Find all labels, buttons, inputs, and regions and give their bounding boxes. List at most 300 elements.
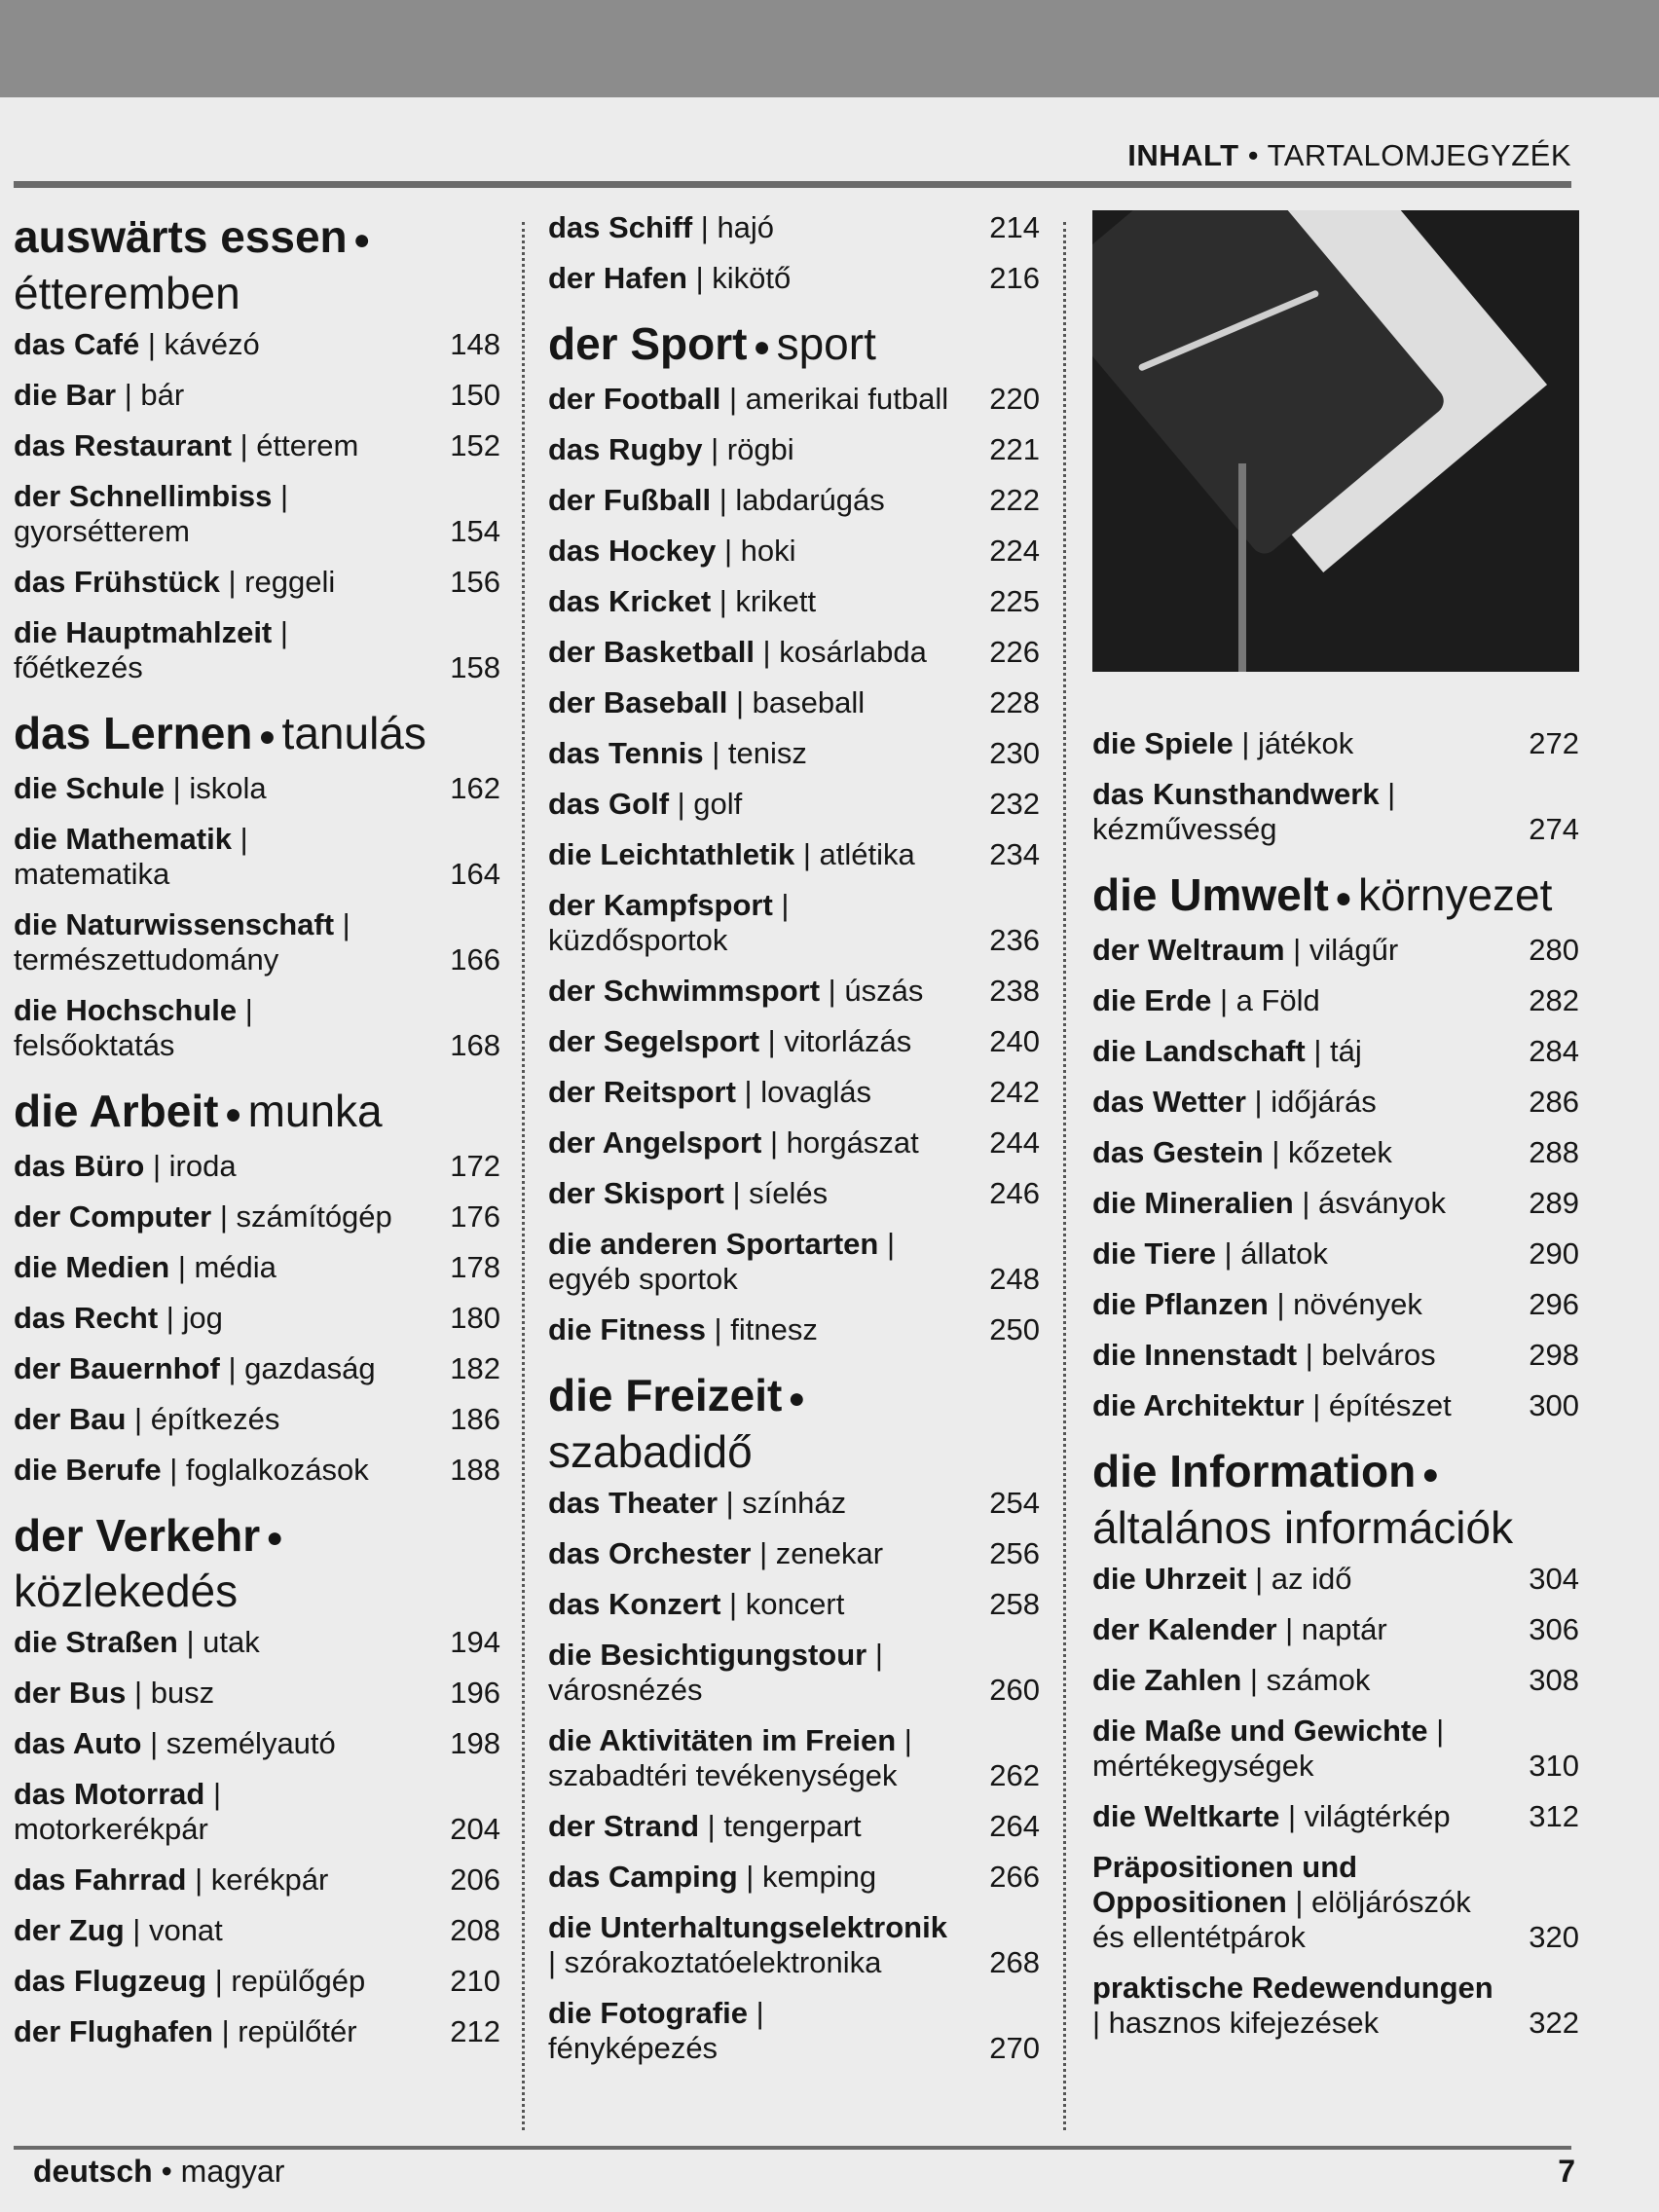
- entry-de: das Kricket: [548, 583, 712, 618]
- entry-hu: iskola: [189, 770, 267, 805]
- entry-separator: |: [747, 1995, 764, 2030]
- page-number: 7: [1558, 2154, 1575, 2189]
- entry-hu: gyorsétterem: [14, 513, 190, 548]
- toc-entry: [548, 1075, 1040, 1110]
- entry-de: die Landschaft: [1092, 1033, 1306, 1068]
- entry-page-number: 286: [1529, 1084, 1579, 1119]
- entry-hu: felsőoktatás: [14, 1027, 175, 1062]
- section-title-hu: általános információk: [1092, 1501, 1514, 1553]
- entry-de: die Fitness: [548, 1311, 706, 1346]
- page-footer: [33, 2154, 284, 2190]
- entry-hu: baseball: [752, 684, 866, 719]
- entry-hu: ásványok: [1318, 1185, 1446, 1220]
- toc-entry: [548, 1486, 1040, 1521]
- entry-hu: étterem: [256, 427, 359, 462]
- toc-entry: [14, 378, 500, 413]
- toc-entry: [1092, 777, 1579, 847]
- section-title-de: das Lernen: [14, 707, 253, 758]
- entry-separator: |: [720, 1586, 746, 1621]
- section-title-hu: közlekedés: [14, 1566, 239, 1617]
- section-heading: [14, 707, 500, 763]
- section-title-de: die Freizeit: [548, 1369, 783, 1420]
- entry-de: das Schiff: [548, 210, 693, 244]
- toc-entry: [548, 736, 1040, 771]
- entry-hu: számok: [1266, 1662, 1371, 1697]
- entry-de: der Weltraum: [1092, 932, 1285, 967]
- section-title-de: der Sport: [548, 318, 748, 369]
- entry-page-number: 224: [989, 533, 1040, 568]
- entry-de: die Unterhaltungselektronik: [548, 1909, 947, 1944]
- toc-entry: [14, 1964, 500, 1999]
- entry-page-number: 298: [1529, 1337, 1579, 1372]
- toc-entry: [1092, 1663, 1579, 1698]
- toc-entry: [1092, 1612, 1579, 1647]
- entry-page-number: 194: [450, 1625, 500, 1660]
- entry-hu: atlétika: [819, 836, 915, 871]
- entry-hu: matematika: [14, 856, 170, 891]
- entry-hu: labdarúgás: [735, 482, 885, 517]
- toc-entry: [1092, 1135, 1579, 1170]
- entry-hu: kosárlabda: [779, 634, 927, 669]
- bullet-icon: ●: [266, 1522, 284, 1555]
- entry-page-number: 198: [450, 1726, 500, 1761]
- entry-de: das Rugby: [548, 431, 703, 466]
- entry-separator: |: [686, 261, 713, 295]
- entry-hu: világűr: [1309, 932, 1399, 967]
- bullet-icon: ●: [352, 223, 371, 256]
- toc-entry: [1092, 1971, 1579, 2041]
- notebook-photo: [1092, 210, 1579, 672]
- entry-separator: |: [1268, 1286, 1294, 1321]
- entry-hu: koncert: [745, 1586, 845, 1621]
- entry-hu: síelés: [749, 1175, 829, 1210]
- toc-entry: [548, 534, 1040, 569]
- entry-page-number: 306: [1529, 1611, 1579, 1646]
- entry-separator: |: [866, 1637, 883, 1672]
- entry-page-number: 266: [989, 1859, 1040, 1894]
- entry-separator: |: [272, 478, 288, 513]
- entry-hu: belváros: [1321, 1337, 1436, 1372]
- section-title-hu: étteremben: [14, 267, 240, 318]
- entry-page-number: 204: [450, 1812, 500, 1847]
- toc-entry: [548, 1996, 1040, 2066]
- entry-de: das Kunsthandwerk: [1092, 777, 1380, 811]
- entry-hu: kerékpár: [210, 1862, 329, 1898]
- entry-page-number: 208: [450, 1913, 500, 1948]
- entry-de: die Architektur: [1092, 1387, 1305, 1422]
- entry-de: der Flughafen: [14, 2014, 213, 2049]
- entry-de: die anderen Sportarten: [548, 1226, 879, 1261]
- entry-de: das Wetter: [1092, 1084, 1246, 1119]
- entry-hu: zenekar: [775, 1535, 884, 1570]
- entry-de: der Strand: [548, 1808, 700, 1843]
- entry-separator: |: [754, 634, 780, 669]
- entry-page-number: 254: [989, 1485, 1040, 1520]
- entry-de: die Naturwissenschaft: [14, 906, 335, 941]
- entry-page-number: 312: [1529, 1798, 1579, 1833]
- toc-entry: [14, 2014, 500, 2049]
- entry-separator: |: [211, 1198, 237, 1234]
- entry-page-number: 206: [450, 1862, 500, 1898]
- entry-hu: kézművesség: [1092, 812, 1277, 846]
- bookmark-strip: [1238, 463, 1246, 672]
- entry-hu: számítógép: [236, 1198, 392, 1234]
- entry-page-number: 226: [989, 634, 1040, 669]
- entry-page-number: 246: [989, 1175, 1040, 1210]
- entry-de: das Recht: [14, 1300, 159, 1335]
- entry-hu: küzdősportok: [548, 922, 728, 957]
- column-divider: [522, 222, 525, 2130]
- entry-hu: elöljárószók és ellentétpárok: [1092, 1884, 1471, 1954]
- entry-hu: reggeli: [244, 564, 336, 599]
- entry-page-number: 296: [1529, 1286, 1579, 1321]
- entry-de: das Büro: [14, 1148, 145, 1183]
- section-heading: [1092, 868, 1579, 925]
- entry-hu: személyautó: [166, 1726, 336, 1761]
- footer-rule: [14, 2146, 1571, 2150]
- toc-entry: [14, 428, 500, 463]
- entry-de: der Segelsport: [548, 1023, 760, 1058]
- entry-separator: |: [124, 1913, 149, 1948]
- entry-separator: |: [1245, 1084, 1272, 1119]
- entry-page-number: 300: [1529, 1387, 1579, 1422]
- entry-de: der Reitsport: [548, 1074, 736, 1109]
- entry-de: die Fotografie: [548, 1995, 748, 2030]
- entry-de: praktische Redewendungen: [1092, 1970, 1493, 2005]
- entry-hu: kemping: [761, 1859, 877, 1894]
- toc-entry: [14, 993, 500, 1063]
- section-heading: [14, 210, 500, 319]
- entry-page-number: 282: [1529, 982, 1579, 1017]
- entry-page-number: 230: [989, 735, 1040, 770]
- section-heading: [1092, 1445, 1579, 1554]
- entry-hu: növények: [1293, 1286, 1422, 1321]
- toc-entry: [548, 1910, 1040, 1980]
- entry-hu: táj: [1330, 1033, 1362, 1068]
- header-rule: [14, 181, 1571, 188]
- toc-entry: [14, 565, 500, 600]
- entry-de: der Bus: [14, 1676, 127, 1711]
- entry-hu: építészet: [1328, 1387, 1452, 1422]
- entry-hu: szórakoztatóelektronika: [564, 1944, 882, 1979]
- entry-de: die Mathematik: [14, 821, 232, 856]
- entry-page-number: 154: [450, 513, 500, 548]
- entry-separator: |: [158, 1300, 183, 1335]
- entry-hu: repülőgép: [231, 1964, 366, 1999]
- entry-separator: |: [1286, 1884, 1312, 1919]
- section-heading: [14, 1509, 500, 1618]
- entry-page-number: 172: [450, 1148, 500, 1183]
- entry-hu: busz: [150, 1676, 215, 1711]
- entry-separator: |: [716, 533, 741, 568]
- entry-separator: |: [1297, 1337, 1322, 1372]
- entry-de: die Zahlen: [1092, 1662, 1242, 1697]
- entry-separator: |: [896, 1722, 912, 1757]
- entry-hu: hasznos kifejezések: [1108, 2005, 1380, 2040]
- entry-separator: |: [1379, 777, 1396, 811]
- entry-page-number: 270: [989, 2030, 1040, 2065]
- entry-page-number: 234: [989, 836, 1040, 871]
- entry-page-number: 244: [989, 1124, 1040, 1160]
- entry-page-number: 272: [1529, 726, 1579, 760]
- entry-de: die Innenstadt: [1092, 1337, 1298, 1372]
- entry-page-number: 176: [450, 1198, 500, 1234]
- toc-entry: [548, 1536, 1040, 1571]
- entry-separator: |: [186, 1862, 211, 1898]
- page-header: [1127, 138, 1571, 173]
- entry-de: die Hauptmahlzeit: [14, 614, 273, 649]
- entry-hu: az idő: [1271, 1561, 1352, 1596]
- toc-entry: [14, 1351, 500, 1386]
- toc-entry: [1092, 933, 1579, 968]
- entry-hu: mértékegységek: [1092, 1748, 1314, 1783]
- entry-separator: |: [1211, 982, 1236, 1017]
- entry-de: das Frühstück: [14, 564, 220, 599]
- entry-page-number: 222: [989, 482, 1040, 517]
- entry-page-number: 288: [1529, 1134, 1579, 1169]
- entry-hu: időjárás: [1271, 1084, 1377, 1119]
- entry-hu: amerikai futball: [745, 381, 949, 416]
- section-heading: [14, 1085, 500, 1141]
- entry-de: der Bauernhof: [14, 1350, 220, 1385]
- toc-entry: [1092, 1388, 1579, 1423]
- entry-page-number: 196: [450, 1676, 500, 1711]
- entry-separator: |: [711, 583, 736, 618]
- entry-hu: horgászat: [786, 1124, 919, 1160]
- entry-de: das Motorrad: [14, 1777, 205, 1812]
- toc-entry: [1092, 1562, 1579, 1597]
- entry-separator: |: [116, 377, 141, 412]
- toc-entry: [14, 1777, 500, 1847]
- entry-page-number: 152: [450, 427, 500, 462]
- entry-separator: |: [1304, 1387, 1329, 1422]
- toc-column-3: [1092, 210, 1579, 2056]
- entry-separator: |: [1246, 1561, 1272, 1596]
- entry-hu: motorkerékpár: [14, 1812, 208, 1847]
- toc-entry: [548, 1024, 1040, 1059]
- entry-page-number: 210: [450, 1964, 500, 1999]
- entry-hu: fényképezés: [548, 2030, 719, 2065]
- toc-entry: [14, 1149, 500, 1184]
- entry-separator: |: [718, 1485, 743, 1520]
- entry-page-number: 290: [1529, 1235, 1579, 1271]
- entry-hu: főétkezés: [14, 649, 143, 684]
- header-separator: •: [1247, 138, 1260, 172]
- toc-entry: [548, 1176, 1040, 1211]
- entry-separator: |: [231, 821, 248, 856]
- entry-page-number: 168: [450, 1027, 500, 1062]
- toc-entry: [548, 210, 1040, 245]
- entry-de: der Bau: [14, 1401, 127, 1436]
- entry-page-number: 304: [1529, 1561, 1579, 1596]
- toc-entry: [1092, 1714, 1579, 1784]
- entry-separator: |: [820, 973, 845, 1008]
- entry-separator: |: [711, 482, 736, 517]
- entry-de: die Leichtathletik: [548, 836, 795, 871]
- footer-hu: magyar: [180, 2154, 285, 2189]
- entry-page-number: 240: [989, 1023, 1040, 1058]
- entry-separator: |: [1233, 726, 1259, 760]
- entry-de: das Tennis: [548, 735, 704, 770]
- entry-separator: |: [703, 735, 728, 770]
- entry-separator: |: [727, 684, 753, 719]
- entry-separator: |: [878, 1226, 896, 1261]
- bullet-icon: ●: [1421, 1457, 1440, 1491]
- entry-de: der Computer: [14, 1198, 212, 1234]
- entry-hu: a Föld: [1235, 982, 1320, 1017]
- entry-hu: szabadtéri tevékenységek: [548, 1757, 898, 1792]
- toc-entry: [14, 1726, 500, 1761]
- toc-entry: [548, 1587, 1040, 1622]
- section-heading: [548, 1369, 1040, 1478]
- entry-separator: |: [126, 1401, 151, 1436]
- entry-separator: |: [272, 614, 288, 649]
- entry-separator: |: [759, 1023, 785, 1058]
- toc-entry: [1092, 1236, 1579, 1272]
- entry-de: die Berufe: [14, 1452, 162, 1487]
- toc-entry: [14, 1913, 500, 1948]
- entry-de: der Skisport: [548, 1175, 724, 1210]
- toc-entry: [14, 822, 500, 892]
- toc-entry: [548, 1638, 1040, 1708]
- entry-page-number: 150: [450, 377, 500, 412]
- entry-hu: úszás: [844, 973, 924, 1008]
- entry-separator: |: [720, 381, 746, 416]
- entry-page-number: 258: [989, 1586, 1040, 1621]
- entry-hu: hoki: [740, 533, 796, 568]
- entry-separator: |: [219, 564, 245, 599]
- entry-separator: |: [1305, 1033, 1331, 1068]
- entry-page-number: 289: [1529, 1185, 1579, 1220]
- entry-de: das Restaurant: [14, 427, 232, 462]
- entry-separator: |: [144, 1148, 169, 1183]
- entry-separator: |: [139, 326, 165, 361]
- book-page: [0, 97, 1659, 2212]
- entry-separator: |: [794, 836, 820, 871]
- entry-separator: |: [177, 1625, 203, 1660]
- entry-page-number: 262: [989, 1757, 1040, 1792]
- toc-entry: [1092, 1338, 1579, 1373]
- toc-entry: [1092, 983, 1579, 1018]
- entry-hu: média: [194, 1249, 276, 1284]
- entry-de: das Konzert: [548, 1586, 721, 1621]
- entry-de: die Hochschule: [14, 992, 238, 1027]
- entry-hu: tenisz: [727, 735, 807, 770]
- toc-entry: [548, 1860, 1040, 1895]
- entry-de: die Schule: [14, 770, 166, 805]
- toc-entry: [548, 261, 1040, 296]
- entry-separator: |: [1263, 1134, 1289, 1169]
- entry-de: das Flugzeug: [14, 1964, 207, 1999]
- entry-hu: kikötő: [712, 261, 792, 295]
- entry-de: Präpositionen und Oppositionen: [1092, 1849, 1358, 1919]
- toc-entry: [1092, 1850, 1579, 1955]
- entry-hu: bár: [140, 377, 185, 412]
- entry-separator: |: [204, 1777, 222, 1812]
- bullet-icon: ●: [224, 1097, 242, 1130]
- section-title-hu: sport: [776, 318, 876, 369]
- entry-de: die Maße und Gewichte: [1092, 1713, 1428, 1748]
- entry-de: das Golf: [548, 786, 670, 821]
- entry-page-number: 242: [989, 1074, 1040, 1109]
- entry-separator: |: [1427, 1713, 1445, 1748]
- entry-separator: |: [165, 770, 190, 805]
- entry-page-number: 256: [989, 1535, 1040, 1570]
- entry-separator: |: [237, 992, 253, 1027]
- entry-hu: gazdaság: [244, 1350, 376, 1385]
- entry-page-number: 221: [989, 431, 1040, 466]
- toc-entry: [14, 1301, 500, 1336]
- toc-entry: [14, 479, 500, 549]
- entry-de: der Kalender: [1092, 1611, 1277, 1646]
- entry-separator: |: [212, 2014, 239, 2049]
- entry-separator: |: [1276, 1611, 1302, 1646]
- toc-entry: [548, 1312, 1040, 1347]
- entry-hu: foglalkozások: [185, 1452, 369, 1487]
- entry-hu: utak: [203, 1625, 260, 1660]
- entry-de: die Weltkarte: [1092, 1798, 1280, 1833]
- toc-entry: [1092, 1799, 1579, 1834]
- entry-separator: |: [141, 1726, 166, 1761]
- bullet-icon: ●: [258, 719, 276, 753]
- entry-page-number: 216: [989, 261, 1040, 295]
- entry-de: das Auto: [14, 1726, 142, 1761]
- section-title-de: auswärts essen: [14, 211, 348, 262]
- entry-de: der Kampfsport: [548, 887, 773, 922]
- entry-de: der Basketball: [548, 634, 755, 669]
- entry-page-number: 166: [450, 941, 500, 977]
- toc-entry: [548, 1125, 1040, 1161]
- entry-separator: |: [735, 1074, 761, 1109]
- header-hu: TARTALOMJEGYZÉK: [1267, 138, 1571, 172]
- entry-page-number: 232: [989, 786, 1040, 821]
- column-divider: [1063, 222, 1066, 2130]
- entry-de: der Schnellimbiss: [14, 478, 273, 513]
- section-title-hu: környezet: [1357, 869, 1553, 920]
- entry-de: die Bar: [14, 377, 117, 412]
- entry-separator: |: [751, 1535, 776, 1570]
- entry-page-number: 182: [450, 1350, 500, 1385]
- section-title-hu: szabadidő: [548, 1425, 753, 1477]
- toc-entry: [548, 685, 1040, 720]
- entry-de: die Medien: [14, 1249, 170, 1284]
- toc-entry: [548, 1227, 1040, 1297]
- toc-entry: [14, 1625, 500, 1660]
- toc-entry: [548, 483, 1040, 518]
- bullet-icon: ●: [753, 330, 771, 363]
- entry-de: der Football: [548, 381, 721, 416]
- entry-hu: lovaglás: [760, 1074, 871, 1109]
- toc-column-1: [14, 210, 500, 2065]
- entry-de: das Fahrrad: [14, 1862, 187, 1898]
- entry-hu: krikett: [735, 583, 817, 618]
- entry-page-number: 248: [989, 1261, 1040, 1296]
- toc-entry: [548, 974, 1040, 1009]
- entry-de: die Mineralien: [1092, 1185, 1294, 1220]
- entry-separator: |: [705, 1311, 731, 1346]
- toc-entry: [548, 888, 1040, 958]
- entry-de: der Angelsport: [548, 1124, 762, 1160]
- section-title-de: die Umwelt: [1092, 869, 1329, 920]
- entry-separator: |: [1092, 2005, 1109, 2040]
- toc-entry: [548, 432, 1040, 467]
- entry-de: die Besichtigungstour: [548, 1637, 867, 1672]
- entry-page-number: 212: [450, 2014, 500, 2049]
- section-title-de: die Information: [1092, 1445, 1417, 1496]
- entry-hu: állatok: [1240, 1235, 1328, 1271]
- toc-entry: [14, 1453, 500, 1488]
- entry-page-number: 310: [1529, 1748, 1579, 1783]
